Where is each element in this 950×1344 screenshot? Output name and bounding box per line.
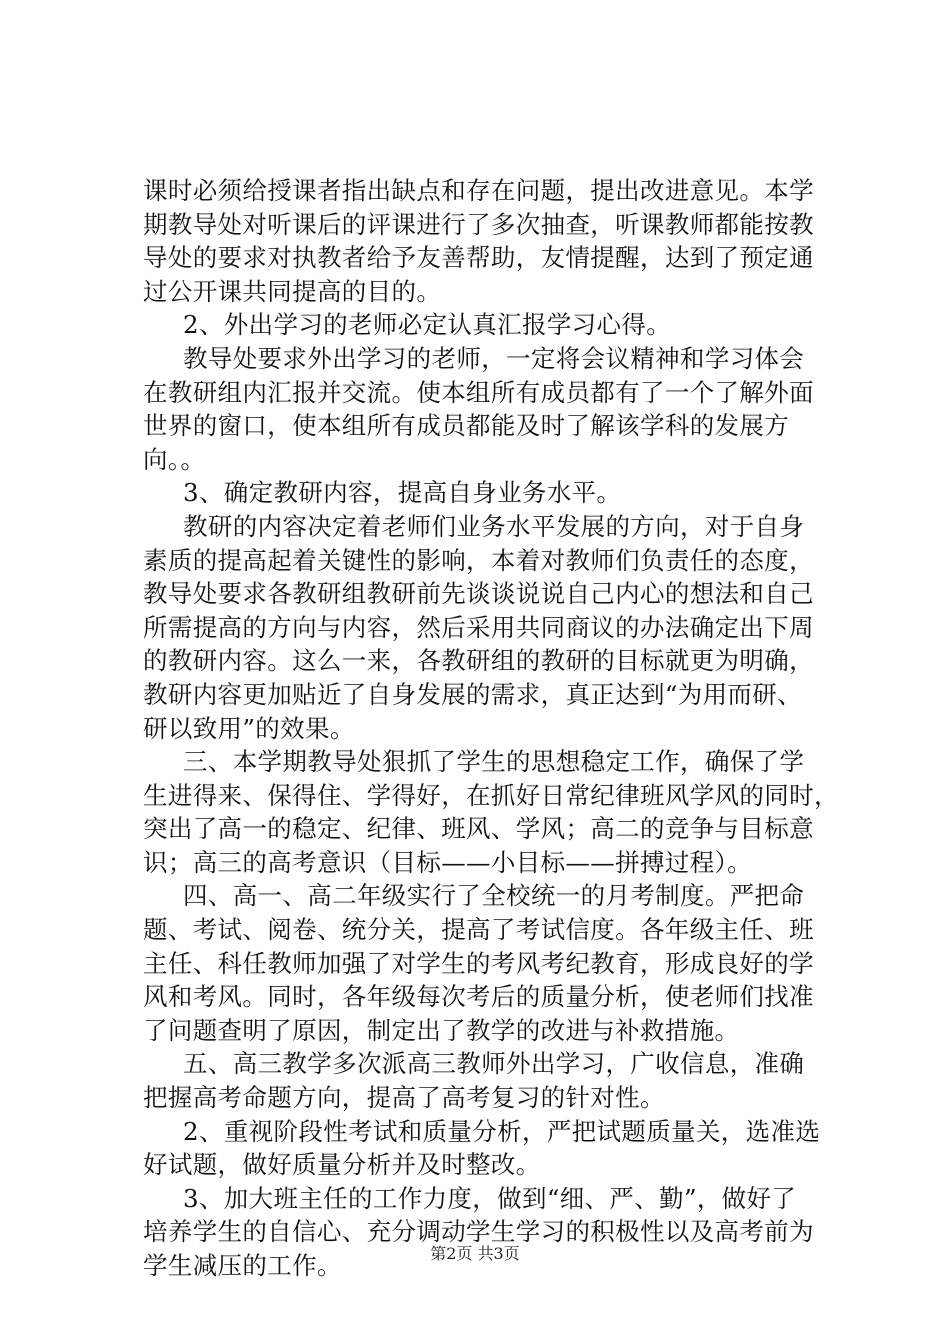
text-line: 向。。	[143, 444, 206, 474]
text-line: 的教研内容。这么一来，各教研组的教研的目标就更为明确，	[143, 646, 814, 676]
text-line: 课时必须给授课者指出缺点和存在问题，提出改进意见。本学	[143, 176, 814, 205]
text-line: 过公开课共同提高的目的。	[143, 276, 442, 306]
document-body	[143, 174, 839, 1283]
text-line: 教研的内容决定着老师们业务水平发展的方向，对于自身	[183, 511, 805, 541]
text-line: 五、高三教学多次派高三教师外出学习，广收信息，准确	[183, 1049, 805, 1079]
text-line: 学生减压的工作。	[143, 1251, 342, 1280]
text-line: 教导处要求外出学习的老师，一定将会议精神和学习体会	[183, 343, 805, 373]
text-line: 识；高三的高考意识（目标——小目标——拼搏过程）。	[143, 847, 752, 877]
text-line: 三、本学期教导处狠抓了学生的思想稳定工作，确保了学	[183, 747, 805, 777]
text-line: 3、加大班主任的工作力度，做到“细、严、勤”，做好了	[183, 1183, 797, 1213]
text-line: 2、重视阶段性考试和质量分析，严把试题质量关，选准选	[183, 1116, 821, 1146]
text-line: 素质的提高起着关键性的影响，本着对教师们负责任的态度，	[143, 545, 814, 575]
text-line: 在教研组内汇报并交流。使本组所有成员都有了一个了解外面	[143, 377, 814, 407]
text-line: 2、外出学习的老师必定认真汇报学习心得。	[183, 310, 672, 340]
text-line: 主任、科任教师加强了对学生的考风考纪教育，形成良好的学	[143, 948, 814, 978]
text-line: 四、高一、高二年级实行了全校统一的月考制度。严把命	[183, 881, 805, 911]
text-line: 期教导处对听课后的评课进行了多次抽查，听课教师都能按教	[143, 209, 814, 239]
text-line: 研以致用”的效果。	[143, 713, 355, 743]
text-line: 题、考试、阅卷、统分关，提高了考试信度。各年级主任、班	[143, 915, 814, 945]
text-line: 把握高考命题方向，提高了高考复习的针对性。	[143, 1083, 665, 1113]
text-line: 所需提高的方向与内容，然后采用共同商议的办法确定出下周	[143, 612, 814, 642]
text-line: 世界的窗口，使本组所有成员都能及时了解该学科的发展方	[143, 411, 790, 441]
text-line: 3、确定教研内容，提高自身业务水平。	[183, 478, 622, 508]
text-line: 教导处要求各教研组教研前先谈谈说说自己内心的想法和自己	[143, 579, 814, 609]
text-line: 风和考风。同时，各年级每次考后的质量分析，使老师们找准	[143, 982, 814, 1012]
text-line: 生进得来、保得住、学得好，在抓好日常纪律班风学风的同时，	[143, 780, 839, 810]
text-line: 了问题查明了原因，制定出了教学的改进与补救措施。	[143, 1015, 740, 1045]
text-line: 培养学生的自信心、充分调动学生学习的积极性以及高考前为	[143, 1217, 814, 1247]
text-line: 教研内容更加贴近了自身发展的需求，真正达到“为用而研、	[143, 679, 802, 709]
page-footer: 第2页 共3页	[430, 1244, 520, 1263]
text-line: 好试题，做好质量分析并及时整改。	[143, 1150, 541, 1180]
text-line: 导处的要求对执教者给予友善帮助，友情提醒，达到了预定通	[143, 243, 814, 273]
text-line: 突出了高一的稳定、纪律、班风、学风；高二的竞争与目标意	[143, 814, 814, 844]
